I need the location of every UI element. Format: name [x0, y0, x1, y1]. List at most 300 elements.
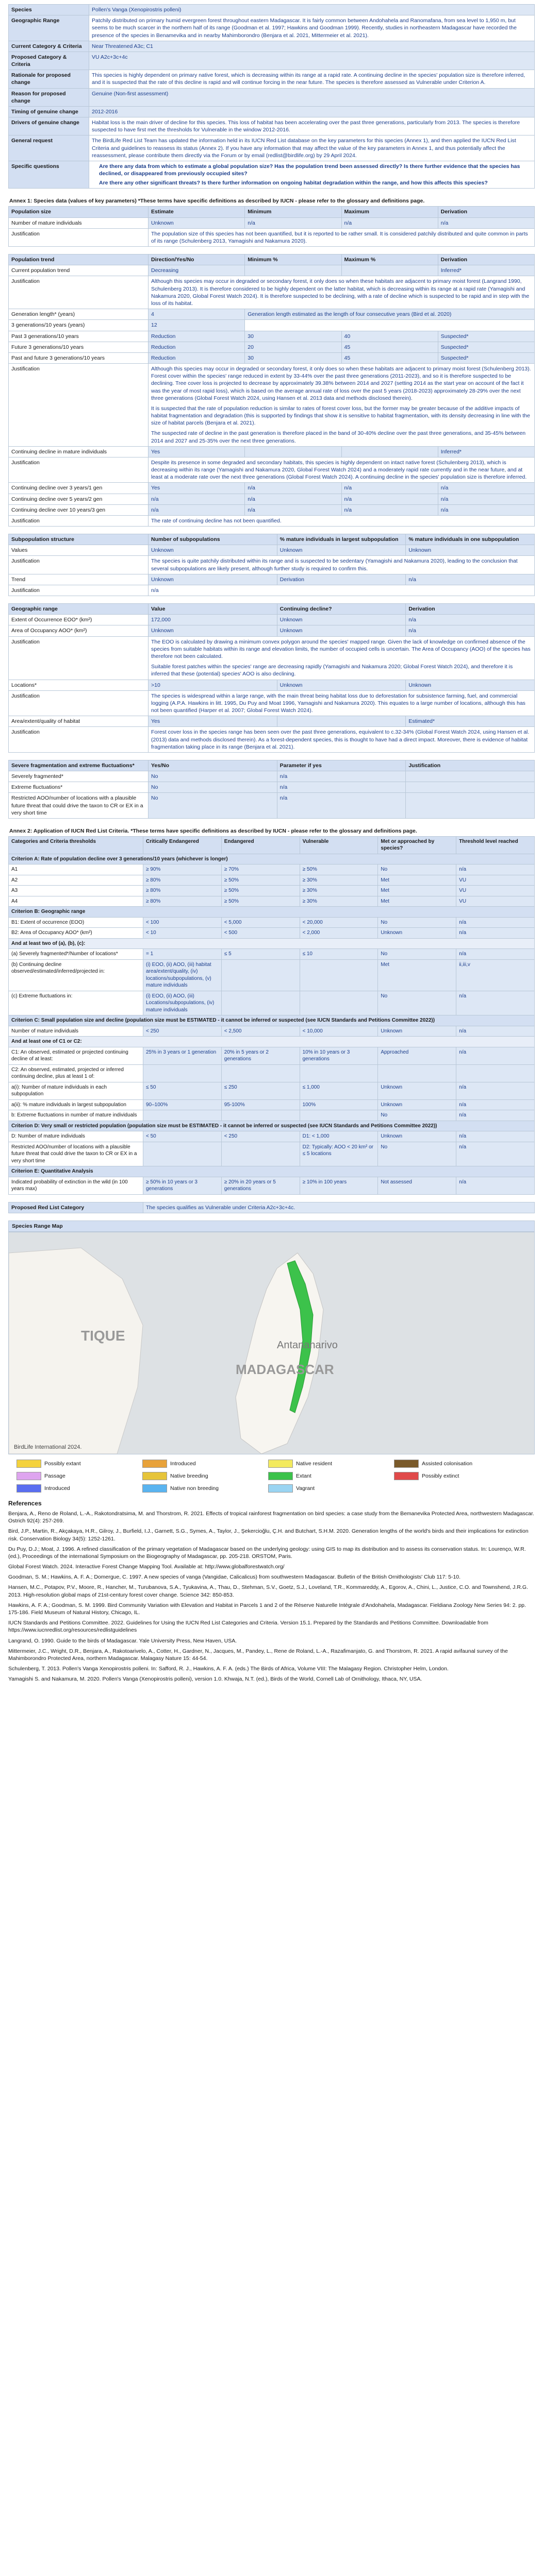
frag-r0-label: Severely fragmented* [9, 771, 149, 782]
criteria-row [9, 917, 535, 928]
criteria-cell: ≤ 10 [300, 949, 378, 960]
subpop-just: The species is quite patchily distributed within its range and is suspected to be sedentary (Yamagishi and Nakamura 2020), leading to the conclusion that several subpopulations are likely present, although further study is required to confirm this. [149, 556, 535, 574]
crit-a-rows [9, 865, 535, 907]
subpop-r0: Values [9, 545, 149, 556]
criteria-cell: VU [456, 875, 535, 886]
criteria-cell: ≥ 90% [143, 865, 222, 875]
frag-h0: Severe fragmentation and extreme fluctuations* [9, 760, 149, 771]
reference-item: Hawkins, A. F. A.; Goodman, S. M. 1999. Bird Community Variation with Elevation and Habitat in Parcels 1 and 2 of the Réserve Naturelle Intégrale d'Andohahela, Madagascar. Fieldiana Zoology New Series 94: 2. pp. 175-186. Field Museum of Natural History, Chicago, IL. [8, 1602, 526, 1616]
reference-item: Yamagishi S. and Nakamura, M. 2020. Pollen's Vanga (Xenopirostris polleni), version 1.0. Khwaja, N.T. (ed.), Birds of the World, Cornell Lab of Ornithology, Ithaca, NY, USA. [8, 1676, 422, 1683]
general-request-text: The BirdLife Red List Team has updated the information held in its IUCN Red List database on the key parameters for this species (Annex 1), and then applied the IUCN Red List Criteria and guidelines to reassess its status (Annex 2). If you have any information that may affect the value of the key parameters in Annex 1, and thus potentially affect the reassessment, please contribute them directly via the Forum or by email (redlist@birdlife.org) by 29 April 2024. [89, 135, 535, 161]
criteria-cell: ≤ 250 [221, 1082, 300, 1099]
reference-item: Du Puy, D.J.; Moat, J. 1996. A refined classification of the primary vegetation of Madagascar based on the underlying geology: using GIS to map its distribution and to assess its conservation status. In: Lourenço, W.R. (ed.), Proceedings of the international Symposium on the Biogeography of Madagascar, pp. 205-218. ORSTOM, Paris. [8, 1546, 526, 1560]
criteria-cell: n/a [456, 865, 535, 875]
rationale-text: This species is highly dependent on primary native forest, which is decreasing within its range at a rapid rate. A continuing decline in the species' population size is therefore inferred, and it is suspected that the rate of this decline is rapid and will continue forcing in the near future. The species is therefore assessed as Vulnerable under Criterion A. [89, 70, 535, 88]
reference-item: Langrand, O. 1990. Guide to the birds of Madagascar. Yale University Press, New Haven, USA. [8, 1637, 237, 1644]
gen-row-0-dir: Reduction [149, 331, 245, 342]
criteria-cell: ≥ 50% [300, 865, 378, 875]
gen-row-2-dir: Reduction [149, 352, 245, 363]
criteria-cell: (i) EOO, (ii) AOO, (iii) Locations/subpopulations, (iv) mature individuals [143, 991, 222, 1015]
pop-trend-r2 [245, 265, 341, 276]
eoo-deriv: n/a [406, 615, 535, 625]
cont-row-2-d: n/a [438, 504, 534, 515]
habitat-just-label: Justification [9, 727, 149, 753]
criteria-cell [221, 959, 300, 991]
drivers-text: Habitat loss is the main driver of decline for this species. This loss of habitat has been accelerating over the past three generations, particularly from 2013. The species is therefore suspected to have first met the thresholds for Vulnerable in the window 2012-2016. [89, 117, 535, 135]
criteria-row [9, 1177, 535, 1194]
criteria-label: Number of mature individuals [9, 1026, 143, 1037]
pop-size-h2: Minimum [245, 207, 341, 217]
crit-c-rows [9, 1026, 535, 1037]
crit-e-rows [9, 1177, 535, 1194]
criteria-cell: ≥ 20% in 20 years or 5 generations [221, 1177, 300, 1194]
criteria-row [9, 1064, 535, 1082]
legend-item [394, 1460, 507, 1468]
criteria-label: (c) Extreme fluctuations in: [9, 991, 143, 1015]
criteria-label: a(i): Number of mature individuals in each subpopulation [9, 1082, 143, 1099]
rationale-label: Rationale for proposed change [9, 70, 89, 88]
legend-item [142, 1472, 256, 1480]
frag-h2: Parameter if yes [277, 760, 406, 771]
proposed-text: The species qualifies as Vulnerable under Criteria A2c+3c+4c. [143, 1202, 535, 1213]
page [8, 4, 535, 2576]
map-label-madagascar: MADAGASCAR [236, 1362, 334, 1378]
geo-just-p1: The EOO is calculated by drawing a minimum convex polygon around the species' mapped range. Given the lack of knowledge on confirmed absence of the species from suitable habitats within its range and elevation limits, the number of occupied cells is uncertain. The Area of Occupancy (AOO) of the species has therefore not been calculated. [151, 638, 531, 659]
criteria-cell [456, 1064, 535, 1082]
habitat-value: Yes [149, 716, 277, 727]
reference-item: Global Forest Watch. 2024. Interactive Forest Change Mapping Tool. Available at: http://www.globalforestwatch.org/ [8, 1564, 285, 1570]
legend-label: Assisted colonisation [422, 1460, 473, 1467]
legend-label: Native non breeding [170, 1485, 219, 1492]
legend-swatch [142, 1460, 167, 1468]
gen-row-2-min: 30 [245, 352, 341, 363]
pop-size-just-label: Justification [9, 228, 149, 246]
range-map [8, 1232, 535, 1454]
references-title: References [8, 1500, 42, 1507]
criteria-cell: n/a [456, 1142, 535, 1166]
criteria-cell: n/a [456, 1177, 535, 1194]
proposed-table [8, 1202, 535, 1213]
subpop-just2: n/a [149, 585, 535, 596]
eoo-label: Extent of Occurrence EOO* (km²) [9, 615, 149, 625]
legend-swatch [268, 1484, 293, 1493]
cont-row-1-label: Continuing decline over 5 years/2 gen [9, 494, 149, 504]
pop-size-just: The population size of this species has not been quantified, but it is reported to be rather small. It is considered patchily distributed and quite common in parts of its range (Schulenberg 2013, Yamagishi and Nakamura 2020). [149, 228, 535, 246]
pop-trend-h0: Population trend [9, 255, 149, 265]
gen-just-p1: Although this species may occur in degraded or secondary forest, it only does so when these habitats are adjacent to primary moist forest (Schulenberg 2013). Forest cover within the species' range reduced in extent by 33-44% over the past three generations (2011-2023), and so it is therefore suspected to be declining. Tree cover loss is projected to decrease by approximately 39.38% between 2014 and 2027 (setting 2014 as the start year on account of the fact it was the year of most rapid loss), which is based on the average annual rate of loss over the past 5 years (2018-2023) approximately 28-29% over the next three generations (Global Forest Watch 2024, using Hansen et al. 2013 data and methods disclosed therein). [151, 366, 531, 401]
gen-row-0-label: Past 3 generations/10 years [9, 331, 149, 342]
criteria-cell [221, 991, 300, 1015]
timing-label: Timing of genuine change [9, 106, 89, 117]
criteria-cell: (i) EOO, (ii) AOO, (iii) habitat area/extent/quality, (iv) locations/subpopulations, (v) mature individuals [143, 959, 222, 991]
criteria-label: A3 [9, 886, 143, 896]
criteria-label: a(ii): % mature individuals in largest subpopulation [9, 1099, 143, 1110]
criteria-cell: Unknown [378, 1026, 456, 1037]
loc-just-label: Justification [9, 690, 149, 716]
cont-row-0-d: n/a [438, 483, 534, 494]
legend-label: Introduced [170, 1460, 196, 1467]
criteria-label: Restricted AOO/number of locations with a plausible future threat that could drive the taxon to CR or EX in a very short time [9, 1142, 143, 1166]
subpop-just2-label: Justification [9, 585, 149, 596]
reference-item: Schulenberg, T. 2013. Pollen's Vanga Xenopirostris polleni. In: Safford, R. J., Hawkins, A. F. A. (eds.) The Birds of Africa, Volume VIII: The Malagasy Region. Christopher Helm, London. [8, 1666, 449, 1672]
proposed-category-label: Proposed Category & Criteria [9, 52, 89, 70]
geo-just-p2: Suitable forest patches within the species' range are decreasing rapidly (Yamagishi and Nakamura 2020; Global Forest Watch 2024), and therefore it is inferred that these (potential) species' AOO is also declining. [151, 664, 513, 677]
loc-just: The species is widespread within a large range, with the main threat being habitat loss due to deforestation for subsistence farming, fuel, and commercial logging (A.P.A. Hawkins in litt. 1995, Du Puy and Moat 1996, Yamagishi and Nakamura 2020). This equates to a large number of locations, although this has not been quantified (Harper et al. 2007; Global Forest Watch 2024). [149, 690, 535, 716]
criteria-cell [300, 1064, 378, 1082]
crit-h0: Categories and Criteria thresholds [9, 836, 143, 854]
legend-swatch [142, 1484, 167, 1493]
criteria-label: (a) Severely fragmented*/Number of locations* [9, 949, 143, 960]
frag-r2-v: No [149, 793, 277, 819]
criteria-cell: < 100 [143, 917, 222, 928]
gen-just-label: Justification [9, 364, 149, 447]
legend-swatch [142, 1472, 167, 1480]
locations-deriv: Unknown [406, 680, 535, 690]
gen-row-1-max: 45 [341, 342, 438, 352]
criteria-table [8, 836, 535, 1195]
crit-h5: Threshold level reached [456, 836, 535, 854]
crit-b-sub: And at least two of (a), (b), (c): [9, 938, 535, 949]
criteria-row [9, 959, 535, 991]
criteria-row [9, 1142, 535, 1166]
criteria-row [9, 875, 535, 886]
criteria-cell: ≥ 30% [300, 896, 378, 907]
annex2-title: Annex 2: Application of IUCN Red List Criteria. *These terms have specific definitions as described by IUCN - please refer to the glossary and definitions page. [9, 827, 417, 834]
pop-trend-just: Although this species may occur in degraded or secondary forest, it only does so when these habitats are adjacent to primary moist forest (Langrand 1990, Schulenberg 2013). It is therefore considered to be highly dependent on the latter habitat, which is decreasing within its range at a rapid rate (Yamagishi and Nakamura 2020, Global Forest Watch 2024). It is therefore suspected to be declining, with a rate of decline which is suspected to be rapid and in step with the loss of its habitat. [149, 276, 535, 309]
legend-item [142, 1484, 256, 1493]
crit-h4: Met or approached by species? [378, 836, 456, 854]
criteria-cell: 95-100% [221, 1099, 300, 1110]
criteria-cell: ≥ 50% [221, 896, 300, 907]
criteria-cell [143, 1110, 222, 1121]
reference-item: Goodman, S. M.; Hawkins, A. F. A.; Domergue, C. 1997. A new species of vanga (Vangidae, Calicalicus) from southwestern Madagascar. Bulletin of the British Ornithologists' Club 117: 5-10. [8, 1574, 461, 1581]
criteria-cell: < 2,500 [221, 1026, 300, 1037]
frag-h3: Justification [406, 760, 535, 771]
cont-note-label: Justification [9, 515, 149, 526]
criteria-cell: < 250 [143, 1026, 222, 1037]
legend-item [268, 1484, 382, 1493]
criteria-cell: D1: < 1,000 [300, 1131, 378, 1142]
cont-row-1-c: n/a [341, 494, 438, 504]
subpop-h0: Subpopulation structure [9, 534, 149, 545]
range-map-section [8, 1221, 535, 1493]
cont-decline-min [245, 446, 341, 457]
cont-row-2-a: n/a [149, 504, 245, 515]
subpop-trend-label: Trend [9, 574, 149, 585]
pop-trend-h4: Derivation [438, 255, 534, 265]
criteria-cell: n/a [456, 1047, 535, 1064]
criteria-cell: Unknown [378, 1099, 456, 1110]
criteria-cell: ≤ 50 [143, 1082, 222, 1099]
cont-row-2-label: Continuing decline over 10 years/3 gen [9, 504, 149, 515]
timing-text: 2012-2016 [89, 106, 535, 117]
legend-swatch [17, 1472, 41, 1480]
subpop-h2: % mature individuals in largest subpopulation [277, 534, 406, 545]
criteria-label: (b) Continuing decline observed/estimated/inferred/projected in: [9, 959, 143, 991]
legend-label: Native breeding [170, 1472, 208, 1479]
criteria-cell: < 10,000 [300, 1026, 378, 1037]
geo-h2: Continuing decline? [277, 604, 406, 615]
species-summary-table [8, 4, 535, 189]
subpop-r1: Unknown [149, 545, 277, 556]
criteria-cell: No [378, 1110, 456, 1121]
legend-swatch [394, 1472, 419, 1480]
crit-c-sub: And at least one of C1 or C2: [9, 1037, 535, 1047]
criteria-cell: n/a [456, 1082, 535, 1099]
cont-just-label: Justification [9, 457, 149, 483]
species-name: Pollen's Vanga (Xenopirostris polleni) [89, 5, 535, 15]
criteria-cell: ≥ 10% in 100 years [300, 1177, 378, 1194]
drivers-label: Drivers of genuine change [9, 117, 89, 135]
frag-r1-j [406, 782, 535, 793]
criteria-cell [221, 1142, 300, 1166]
cont-decline-der: Inferred* [438, 446, 534, 457]
criteria-cell [221, 1110, 300, 1121]
legend-label: Vagrant [296, 1485, 315, 1492]
criteria-cell [221, 1064, 300, 1082]
crit-d-rows [9, 1131, 535, 1166]
criteria-row [9, 928, 535, 939]
criteria-cell: ≤ 5 [221, 949, 300, 960]
criteria-cell: ≥ 50% [221, 875, 300, 886]
pop-trend-h1: Direction/Yes/No [149, 255, 245, 265]
legend-swatch [268, 1460, 293, 1468]
crit-b2-rows [9, 949, 535, 1015]
criteria-label: D: Number of mature individuals [9, 1131, 143, 1142]
geo-h1: Value [149, 604, 277, 615]
cont-row-0-b: n/a [245, 483, 341, 494]
legend-item [268, 1460, 382, 1468]
cont-row-0-c: n/a [341, 483, 438, 494]
criteria-cell: ii,iii,v [456, 959, 535, 991]
gen-just [149, 364, 535, 447]
criteria-cell: ≥ 50% in 10 years or 3 generations [143, 1177, 222, 1194]
gen-length-value: 4 [149, 309, 245, 320]
gen-row-0-min: 30 [245, 331, 341, 342]
reason-text: Genuine (Non-first assessment) [89, 88, 535, 106]
geo-just [149, 636, 535, 680]
map-title: Species Range Map [8, 1221, 535, 1232]
criteria-cell [300, 1110, 378, 1121]
reason-label: Reason for proposed change [9, 88, 89, 106]
specific-question-1: Are there any data from which to estimate a global population size? Has the population trend been assessed directly? Is there further evidence that the species has declined, or disappeared from previously occupied sites? [99, 163, 520, 177]
criteria-row [9, 1026, 535, 1037]
pop-size-h4: Derivation [438, 207, 534, 217]
criteria-cell [300, 991, 378, 1015]
crit-h3: Vulnerable [300, 836, 378, 854]
criteria-cell: D2: Typically: AOO < 20 km² or ≤ 5 locations [300, 1142, 378, 1166]
gen-row-1-dir: Reduction [149, 342, 245, 352]
criteria-cell: No [378, 917, 456, 928]
gen-row-0-max: 40 [341, 331, 438, 342]
pop-size-r1: Unknown [149, 217, 245, 228]
frag-r2-label: Restricted AOO/number of locations with a plausible future threat that could drive the taxon to CR or EX in a very short time [9, 793, 149, 819]
reference-item: Mittermeier, J.C., Wright, D.R., Benjara, A., Rakotoarivelo, A., Cotter, H., Gardner, N., Jacques, M., Pandey, L., Rene de Roland, L.-A., Razafimanjato, G. and Thorstrom, R. 2021. A rapid avifaunal survey of the Mahimborondro Protected Area, northern Madagascar. Malagasy Nature 15: 44-54. [8, 1648, 508, 1662]
criteria-cell: Unknown [378, 928, 456, 939]
habitat-just: Forest cover loss in the species range has been seen over the past three generations, equivalent to c.32-34% (Global Forest Watch 2024, using Hansen et al. (2013) data and methods disclosed therein). As a forest-dependent species, this is thought to have had a direct impact. Moreover, there is evidence of habitat fragmentation taking place in its range (Benjara et al. 2021). [149, 727, 535, 753]
criteria-cell: VU [456, 886, 535, 896]
references-list [8, 1510, 535, 1683]
criteria-cell: No [378, 949, 456, 960]
criteria-cell: No [378, 1142, 456, 1166]
criteria-cell: n/a [456, 1099, 535, 1110]
geo-range-label: Geographic Range [9, 15, 89, 41]
habitat-label: Area/extent/quality of habitat [9, 716, 149, 727]
crit-h1: Critically Endangered [143, 836, 222, 854]
legend-label: Possibly extinct [422, 1472, 459, 1479]
specific-questions [89, 161, 535, 189]
cont-row-2-b: n/a [245, 504, 341, 515]
pop-trend-r4: Inferred* [438, 265, 534, 276]
crit-e-title: Criterion E: Quantitative Analysis [9, 1166, 535, 1177]
pop-trend-r1: Decreasing [149, 265, 245, 276]
reference-item: Hansen, M.C., Potapov, P.V., Moore, R., Hancher, M., Turubanova, S.A., Tyukavina, A., Thau, D., Stehman, S.V., Goetz, S.J., Loveland, T.R., Kommareddy, A., Egorov, A., Chini, L., Justice, C.O. and Townshend, J.R.G. 2013. High-resolution global maps of 21st-century forest cover change. Science 342: 850-853. [8, 1584, 528, 1598]
frag-r0-j [406, 771, 535, 782]
cont-row-1-a: n/a [149, 494, 245, 504]
three-gen-value: 12 [149, 320, 245, 331]
gen-row-0-der: Suspected* [438, 331, 534, 342]
gen-just-p2: It is suspected that the rate of population reduction is similar to rates of forest cover loss, but the former may be greater because of the additive impacts of habitat fragmentation and degradation (this is supported by findings that show it is sensitive to habitat fragmentation, with its density decreasing in line with the size of habitat parcels (Benjara et al. 2021). [151, 405, 530, 427]
cont-decline-max [341, 446, 438, 457]
pop-trend-h3: Maximum % [341, 255, 438, 265]
gen-row-1-der: Suspected* [438, 342, 534, 352]
criteria-cell: Met [378, 896, 456, 907]
frag-r2-j [406, 793, 535, 819]
criteria-cell: Met [378, 886, 456, 896]
geo-range-table [8, 603, 535, 753]
frag-r1-p: n/a [277, 782, 406, 793]
legend-swatch [268, 1472, 293, 1480]
criteria-cell: n/a [456, 917, 535, 928]
legend-item [142, 1460, 256, 1468]
criteria-label: A4 [9, 896, 143, 907]
current-category: Near Threatened A3c; C1 [89, 41, 535, 52]
cont-row-1-d: n/a [438, 494, 534, 504]
reference-item: Bird, J.P., Martin, R., Akçakaya, H.R., Gilroy, J., Burfield, I.J., Garnett, S.G., Symes, A., Taylor, J., Şekercioğlu, Ç.H. and Butchart, S.H.M. 2020. Generation lengths of the world's birds and their implications for extinction risk. Conservation Biology 34(5): 1252-1261. [8, 1528, 529, 1542]
species-label: Species [9, 5, 89, 15]
pop-size-r2: n/a [245, 217, 341, 228]
eoo-decline: Unknown [277, 615, 406, 625]
criteria-cell: = 1 [143, 949, 222, 960]
legend-label: Native resident [296, 1460, 333, 1467]
geo-just-label: Justification [9, 636, 149, 680]
criteria-cell: n/a [456, 991, 535, 1015]
criteria-row [9, 1082, 535, 1099]
cont-note: The rate of continuing decline has not been quantified. [149, 515, 535, 526]
criteria-cell: 100% [300, 1099, 378, 1110]
criteria-cell: ≥ 30% [300, 875, 378, 886]
cont-just: Despite its presence in some degraded and secondary habitats, this species is highly dependent on intact native forest (Schulenberg 2013), which is decreasing within its range (Yamagishi and Nakamura 2020, Global Forest Watch 2024) and a moderately rapid rate currently and in the near future, and at least at a moderate rate over the next three generations (Global Forest Watch 2024). A continuing decline in the species' population size is therefore inferred. [149, 457, 535, 483]
subpop-just-label: Justification [9, 556, 149, 574]
criteria-cell: ≥ 30% [300, 886, 378, 896]
map-label-tique: TIQUE [81, 1328, 125, 1344]
cont-row-2-c: n/a [341, 504, 438, 515]
gen-just-p3: The suspected rate of decline in the past generation is therefore placed in the band of 30-40% decline over the past three generations, and 35-45% between 2014 and 2027 and 25-35% over the next three generations. [151, 430, 526, 444]
cont-row-1-b: n/a [245, 494, 341, 504]
legend-item [268, 1472, 382, 1480]
criteria-cell: ≥ 50% [221, 886, 300, 896]
criteria-cell: n/a [456, 1131, 535, 1142]
aoo-label: Area of Occupancy AOO* (km²) [9, 625, 149, 636]
criteria-row [9, 991, 535, 1015]
cont-row-0-a: Yes [149, 483, 245, 494]
criteria-row [9, 1110, 535, 1121]
crit-h2: Endangered [221, 836, 300, 854]
crit-b-rows [9, 917, 535, 938]
subpop-deriv: n/a [406, 574, 535, 585]
legend-item [394, 1472, 507, 1480]
criteria-cell [378, 1064, 456, 1082]
criteria-cell: < 50 [143, 1131, 222, 1142]
pop-size-h0: Population size [9, 207, 149, 217]
references-section [8, 1500, 535, 1683]
map-svg [9, 1232, 534, 1454]
legend-swatch [17, 1484, 41, 1493]
pop-size-r4: n/a [438, 217, 534, 228]
habitat-blank [277, 716, 406, 727]
criteria-cell [143, 1142, 222, 1166]
criteria-label: A1 [9, 865, 143, 875]
current-category-label: Current Category & Criteria [9, 41, 89, 52]
subpop-r2: Unknown [277, 545, 406, 556]
subpop-r3: Unknown [406, 545, 535, 556]
gen-row-2-max: 45 [341, 352, 438, 363]
criteria-cell: No [378, 865, 456, 875]
cont-decline-label: Continuing decline in mature individuals [9, 446, 149, 457]
annex1-title: Annex 1: Species data (values of key parameters) *These terms have specific definitions as described by IUCN - please refer to the glossary and definitions page. [9, 198, 425, 205]
subpop-table [8, 534, 535, 596]
frag-h1: Yes/No [149, 760, 277, 771]
aoo-deriv: n/a [406, 625, 535, 636]
pop-trend-just-label: Justification [9, 276, 149, 309]
cont-decline-value: Yes [149, 446, 245, 457]
locations-decline: Unknown [277, 680, 406, 690]
pop-trend-h2: Minimum % [245, 255, 341, 265]
criteria-cell: < 20,000 [300, 917, 378, 928]
frag-r0-p: n/a [277, 771, 406, 782]
subpop-deriv-label: Derivation [277, 574, 406, 585]
crit-c2-rows [9, 1047, 535, 1121]
criteria-cell [143, 1064, 222, 1082]
general-request-label: General request [9, 135, 89, 161]
legend-swatch [394, 1460, 419, 1468]
criteria-row [9, 1099, 535, 1110]
reference-item: Benjara, A., Reno de Roland, L.-A., Rakotondratsima, M. and Thorstrom, R. 2021. Effects of tropical rainforest fragmentation on bird species: a case study from the Bemanevika Protected Area, northwestern Madagascar. Ostrich 92(4): 257-269. [8, 1511, 534, 1524]
aoo-value: Unknown [149, 625, 277, 636]
criteria-cell: < 500 [221, 928, 300, 939]
criteria-cell: ≥ 70% [221, 865, 300, 875]
criteria-label: Indicated probability of extinction in the wild (in 100 years max) [9, 1177, 143, 1194]
criteria-row [9, 886, 535, 896]
gen-row-1-min: 20 [245, 342, 341, 352]
frag-r2-p: n/a [277, 793, 406, 819]
locations-value: >10 [149, 680, 277, 690]
pop-size-r3: n/a [341, 217, 438, 228]
reference-item: IUCN Standards and Petitions Committee. 2022. Guidelines for Using the IUCN Red List Categories and Criteria. Version 15.1. Prepared by the Standards and Petitions Committee. Downloadable from https://www.iucnredlist.org/resources/redlistguidelines [8, 1620, 488, 1634]
proposed-category: VU A2c+3c+4c [89, 52, 535, 70]
cont-row-0-label: Continuing decline over 3 years/1 gen [9, 483, 149, 494]
crit-a-title: Criterion A: Rate of population decline over 3 generations/10 years (whichever is longer) [9, 854, 535, 865]
pop-size-h3: Maximum [341, 207, 438, 217]
frag-r1-v: No [149, 782, 277, 793]
specific-questions-label: Specific questions [9, 161, 89, 189]
subpop-h1: Number of subpopulations [149, 534, 277, 545]
gen-row-1-label: Future 3 generations/10 years [9, 342, 149, 352]
frag-r1-label: Extreme fluctuations* [9, 782, 149, 793]
criteria-cell: ≥ 80% [143, 896, 222, 907]
legend-item [17, 1460, 130, 1468]
legend-item [17, 1472, 130, 1480]
